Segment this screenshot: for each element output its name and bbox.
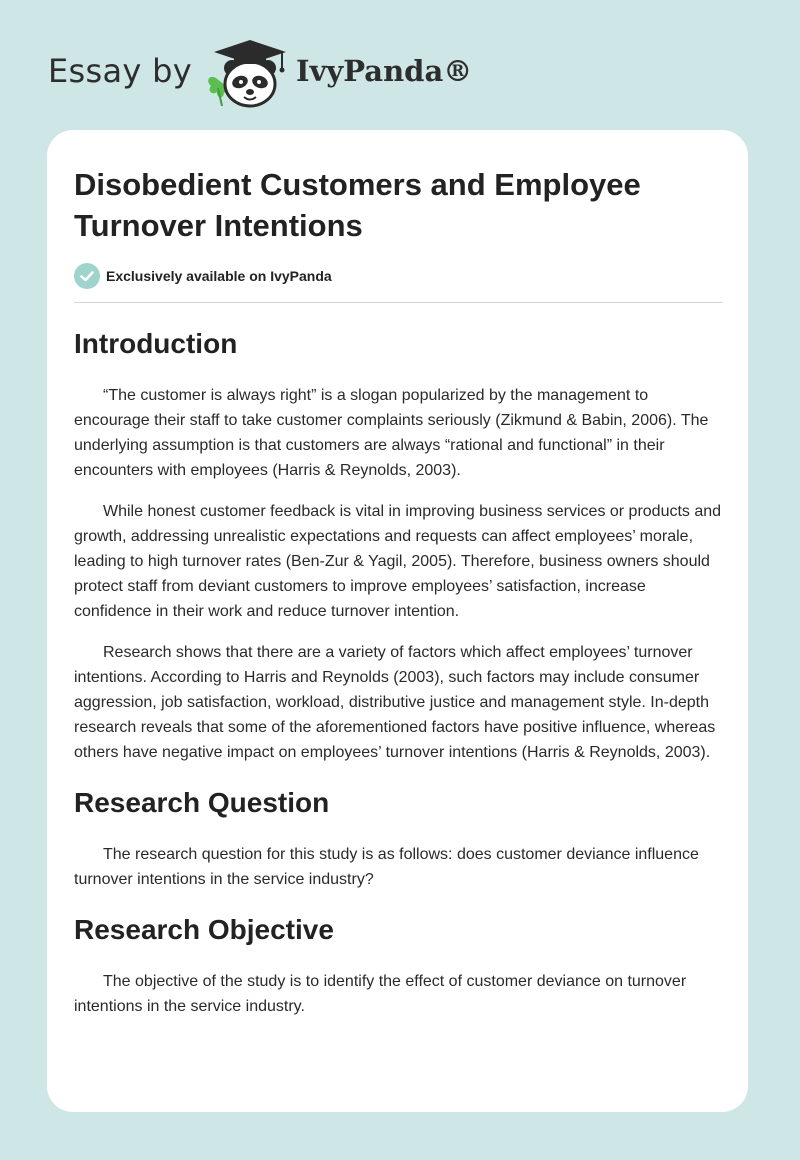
- brand-name[interactable]: IvyPanda®: [296, 54, 473, 88]
- article-body: [74, 324, 726, 1019]
- exclusive-badge: [74, 263, 332, 289]
- essay-by-label: Essay by: [48, 52, 192, 90]
- paragraph: Research shows that there are a variety of factors which affect employees’ turnover intentions. According to Harris and Reynolds (2003), such factors may include consumer aggression, job satisfaction, workload, distributive justice and management style. In-depth research reveals that some of the aforementioned factors have positive influence, whereas others have negative impact on employees’ turnover intentions (Harris & Reynolds, 2003).: [74, 644, 716, 761]
- section-heading-research-question: Research Question: [74, 787, 330, 818]
- panda-graduate-icon[interactable]: [202, 34, 292, 110]
- check-circle-icon: [74, 263, 100, 289]
- page-title: Disobedient Customers and Employee Turnover Intentions: [74, 167, 641, 243]
- essay-card: [47, 130, 748, 1112]
- paragraph: “The customer is always right” is a slogan popularized by the management to encourage their staff to take customer complaints seriously (Zikmund & Babin, 2006). The underlying assumption is that customers are always “rational and functional” in their encounters with employees (Harris & Reynolds, 2003).: [74, 387, 709, 479]
- paragraph: While honest customer feedback is vital in improving business services or products and growth, addressing unrealistic expectations and requests can affect employees’ morale, leading to high turnover rates (Ben-Zur & Yagil, 2005). Therefore, business owners should protect staff from deviant customers to improve employees’ satisfaction, increase confidence in their work and reduce turnover intention.: [74, 503, 722, 620]
- paragraph: The research question for this study is as follows: does customer deviance influence turnover intentions in the service industry?: [74, 846, 699, 888]
- section-heading-research-objective: Research Objective: [74, 914, 334, 945]
- exclusive-label: Exclusively available on IvyPanda: [106, 268, 332, 284]
- divider: [74, 302, 723, 303]
- paragraph: The objective of the study is to identify the effect of customer deviance on turnover intentions in the service industry.: [74, 973, 687, 1015]
- section-heading-introduction: Introduction: [74, 328, 238, 359]
- site-header: [48, 34, 608, 114]
